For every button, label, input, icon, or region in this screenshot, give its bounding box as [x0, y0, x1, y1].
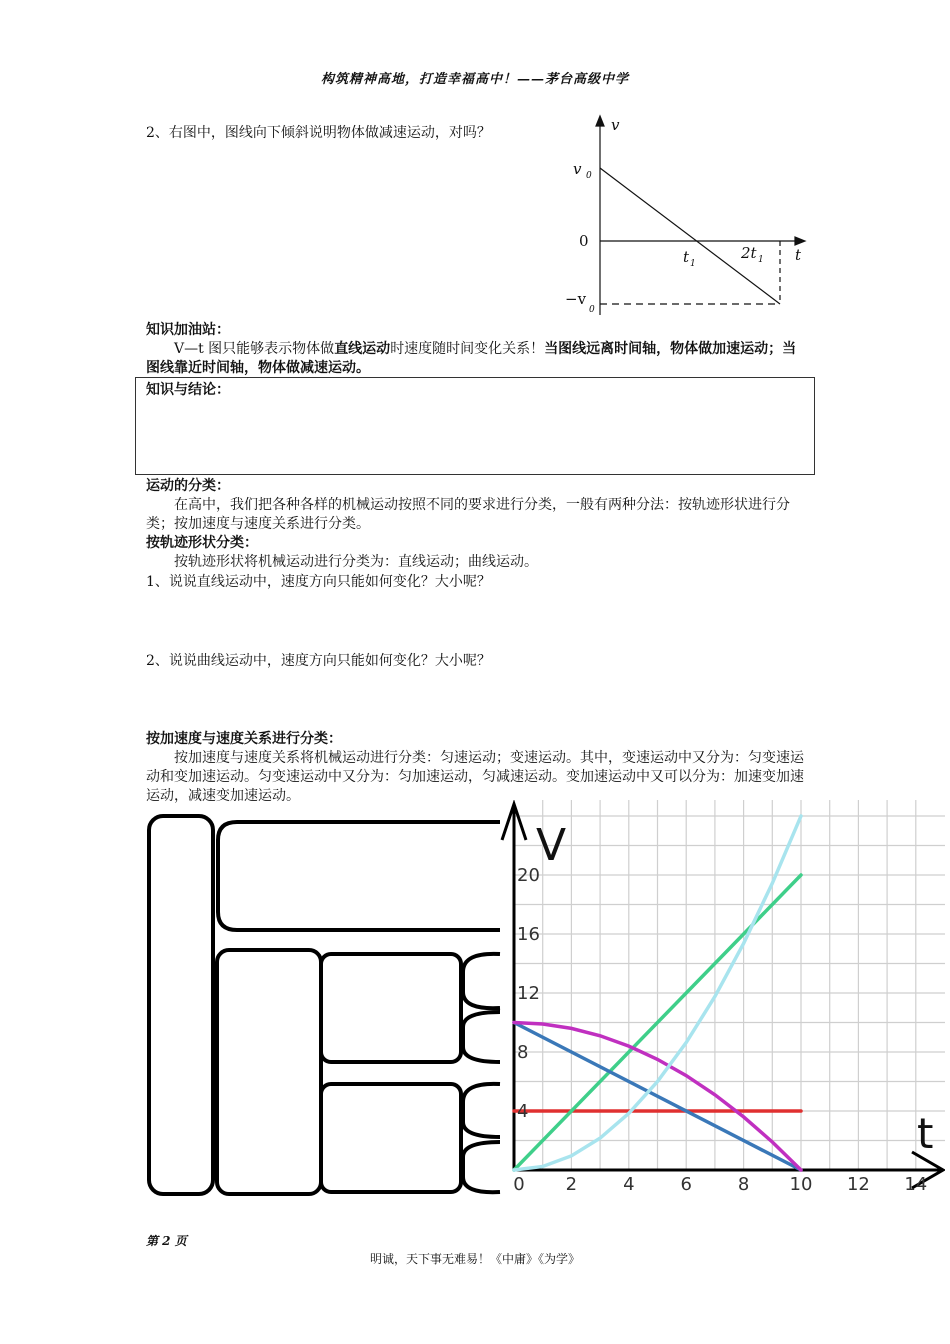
v-axis-arrow-icon — [596, 116, 604, 126]
t-label: t — [795, 246, 802, 264]
tip-text: V—t 图只能够表示物体做直线运动时速度随时间变化关系！当图线远离时间轴，物体做加速运动；当图线靠近时间轴，物体做减速运动。 — [146, 341, 797, 376]
t1-label: t — [683, 248, 690, 266]
page-number: 第 2 页 — [146, 1234, 187, 1248]
page-footer: 明诚，天下事无难易！《中庸》《为学》 — [369, 1252, 580, 1266]
zero-label: 0 — [579, 232, 589, 250]
two-t1-label: 2t — [741, 244, 757, 262]
frame-acc-3 — [463, 1084, 500, 1137]
conclusion-title: 知识与结论： — [146, 382, 230, 398]
classification-frame — [145, 812, 503, 1202]
y-tick-label: 20 — [517, 865, 540, 886]
frame-nonuniform-variable — [321, 1084, 461, 1192]
x-tick-label: 4 — [623, 1174, 635, 1195]
question-curve: 2、说说曲线运动中，速度方向只能如何变化？大小呢？ — [146, 653, 491, 669]
by-acc-title: 按加速度与速度关系进行分类： — [146, 731, 342, 747]
t1-sub: 1 — [690, 259, 696, 269]
frame-uniform — [218, 822, 500, 930]
v-label: v — [611, 116, 620, 134]
frame-uniform-variable — [321, 954, 461, 1062]
classification-text: 在高中，我们把各种各样的机械运动按照不同的要求进行分类，一般有两种分法：按轨迹形状进行分类；按加速度与速度关系进行分类。 — [146, 497, 790, 532]
tip-title: 知识加油站： — [146, 322, 230, 338]
neg-v0-label: −v — [565, 290, 587, 308]
x-tick-label: 0 — [513, 1174, 525, 1195]
x-tick-label: 2 — [565, 1174, 578, 1195]
y-tick-label: 12 — [517, 983, 540, 1004]
y-tick-label: 4 — [517, 1101, 529, 1122]
v0-sub: 0 — [586, 171, 592, 181]
neg-v0-sub: 0 — [589, 305, 595, 315]
classification-title: 运动的分类： — [146, 478, 230, 494]
frame-acc-1 — [463, 954, 500, 1008]
two-t1-sub: 1 — [758, 255, 764, 265]
y-tick-label: 8 — [517, 1042, 529, 1063]
x-tick-label: 12 — [846, 1174, 870, 1195]
x-tick-label: 10 — [789, 1174, 813, 1195]
frame-acc-2 — [463, 1012, 500, 1062]
by-path-title: 按轨迹形状分类： — [146, 535, 258, 551]
frame-variable — [217, 950, 321, 1194]
y-axis-label: V — [536, 820, 567, 871]
t-axis-arrow-icon — [795, 237, 805, 245]
x-axis-label: t — [917, 1109, 934, 1158]
v0-label: v — [573, 160, 582, 178]
frame-acc-4 — [463, 1142, 500, 1192]
conclusion-box — [135, 377, 815, 475]
question-vt-graph: 2、右图中，图线向下倾斜说明物体做减速运动，对吗？ — [146, 125, 491, 141]
frame-main — [149, 816, 213, 1194]
velocity-time-chart — [497, 800, 945, 1202]
by-path-text: 按轨迹形状将机械运动进行分类为：直线运动；曲线运动。 — [174, 554, 538, 570]
by-acc-text: 按加速度与速度关系将机械运动进行分类：匀速运动；变速运动。其中，变速运动中又分为：匀变速运动和变加速运动。匀变速运动中又分为：匀加速运动，匀减速运动。变加速运动中又可以分为：加速变加速运动，减速变加速运动。 — [146, 750, 804, 804]
vt-line — [600, 168, 780, 304]
x-tick-label: 8 — [737, 1174, 750, 1195]
vt-graph — [555, 110, 815, 325]
x-tick-label: 6 — [680, 1174, 692, 1195]
question-straight: 1、说说直线运动中，速度方向只能如何变化？大小呢？ — [146, 574, 491, 590]
page-header: 构筑精神高地，打造幸福高中！——茅台高级中学 — [320, 72, 629, 87]
x-tick-label: 14 — [904, 1174, 928, 1195]
y-tick-label: 16 — [517, 924, 540, 945]
